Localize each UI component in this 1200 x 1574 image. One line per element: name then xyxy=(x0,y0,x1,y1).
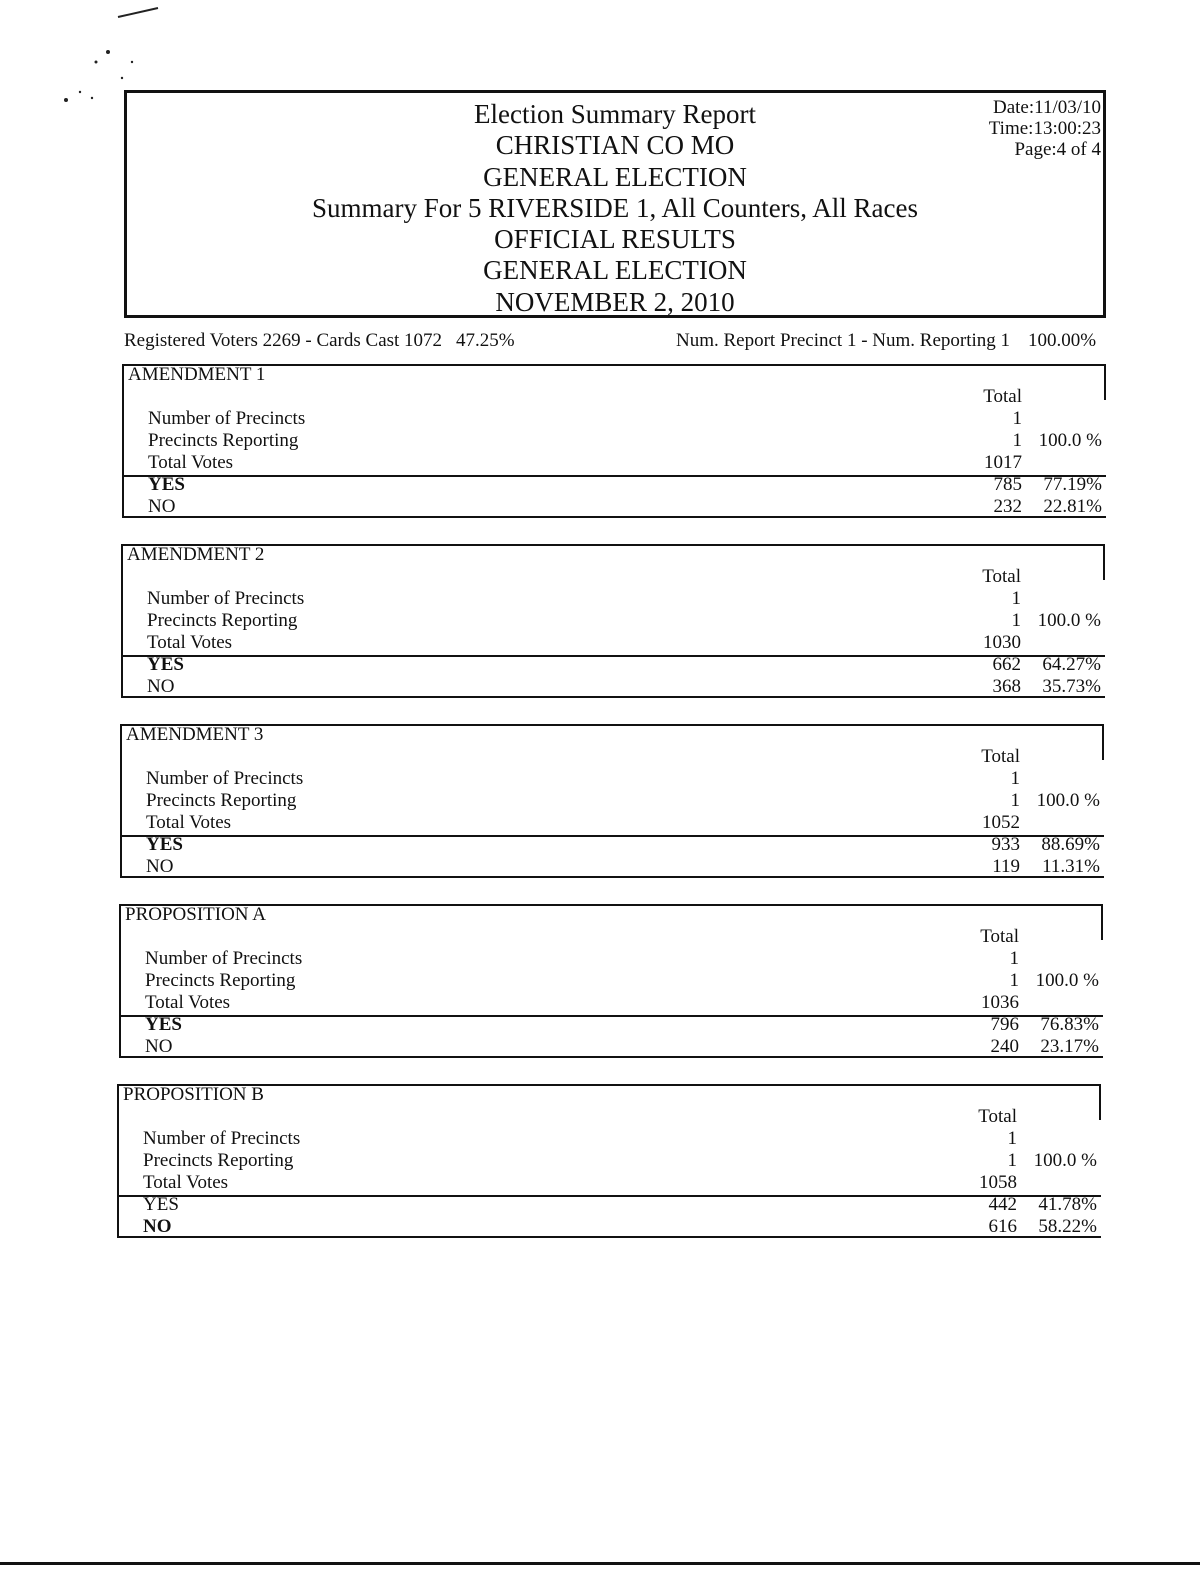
race-box xyxy=(120,724,1104,878)
stat-label: Number of Precincts xyxy=(145,948,303,969)
stat-label: Precincts Reporting xyxy=(146,790,297,811)
stat-label: Total Votes xyxy=(145,992,231,1013)
choice-row xyxy=(121,654,1105,676)
choice-label: YES xyxy=(148,474,185,495)
turnout-percent: 47.25% xyxy=(456,330,515,351)
choice-votes: 933 xyxy=(991,834,1020,855)
stat-row xyxy=(117,1150,1101,1172)
stat-label: Number of Precincts xyxy=(143,1128,301,1149)
county-name: CHRISTIAN CO MO xyxy=(495,130,735,161)
stat-value: 1030 xyxy=(983,632,1021,653)
choice-row xyxy=(122,496,1106,518)
report-date: Date:11/03/10 xyxy=(993,97,1101,118)
total-column-header: Total xyxy=(978,1106,1017,1127)
choice-row xyxy=(121,676,1105,698)
choice-votes: 442 xyxy=(988,1194,1017,1215)
election-type: GENERAL ELECTION xyxy=(483,255,747,286)
stat-value: 1 xyxy=(1009,970,1019,991)
stat-value: 1058 xyxy=(979,1172,1017,1193)
choice-row xyxy=(120,856,1104,878)
report-header xyxy=(124,90,1106,318)
summary-scope: Summary For 5 RIVERSIDE 1, All Counters, All Races xyxy=(312,192,918,223)
choice-votes: 662 xyxy=(992,654,1021,675)
stat-value: 1 xyxy=(1010,768,1020,789)
stat-label: Total Votes xyxy=(146,812,232,833)
stat-value: 1017 xyxy=(984,452,1022,473)
stat-value: 1 xyxy=(1012,430,1022,451)
race-box xyxy=(121,544,1105,698)
scan-bottom-edge xyxy=(0,1562,1200,1565)
stat-percent: 100.0 % xyxy=(1037,610,1101,631)
stat-percent: 100.0 % xyxy=(1036,790,1100,811)
total-column-header: Total xyxy=(983,386,1022,407)
stat-row xyxy=(119,992,1103,1014)
choice-row xyxy=(119,1014,1103,1036)
stat-value: 1 xyxy=(1009,948,1019,969)
choice-label: NO xyxy=(146,856,174,877)
precinct-reporting-summary xyxy=(676,330,1096,352)
choice-votes: 240 xyxy=(990,1036,1019,1057)
choice-votes: 785 xyxy=(993,474,1022,495)
frame-right-edge xyxy=(1103,546,1105,580)
stat-row xyxy=(122,408,1106,430)
choice-votes: 232 xyxy=(993,496,1022,517)
stat-row xyxy=(121,610,1105,632)
stat-row xyxy=(121,588,1105,610)
stat-label: Precincts Reporting xyxy=(147,610,298,631)
election-name: GENERAL ELECTION xyxy=(483,161,747,192)
frame-right-edge xyxy=(1104,366,1106,400)
total-column-header: Total xyxy=(982,566,1021,587)
choice-row xyxy=(117,1216,1101,1238)
stat-value: 1036 xyxy=(981,992,1019,1013)
stat-label: Precincts Reporting xyxy=(143,1150,294,1171)
choice-label: YES xyxy=(147,654,184,675)
total-column-header: Total xyxy=(981,746,1020,767)
election-date: NOVEMBER 2, 2010 xyxy=(495,286,735,317)
stat-row xyxy=(120,790,1104,812)
choice-row xyxy=(120,834,1104,856)
stat-percent: 100.0 % xyxy=(1035,970,1099,991)
choice-label: NO xyxy=(143,1216,172,1237)
race-box xyxy=(119,904,1103,1058)
precinct-reporting-text: Num. Report Precinct 1 - Num. Reporting 1 xyxy=(676,330,1011,351)
race-title: AMENDMENT 2 xyxy=(127,544,265,565)
stat-row xyxy=(120,812,1104,834)
frame-right-edge xyxy=(1101,906,1103,940)
choice-percent: 41.78% xyxy=(1038,1194,1097,1215)
stat-value: 1 xyxy=(1012,408,1022,429)
total-column-header: Total xyxy=(980,926,1019,947)
stat-label: Precincts Reporting xyxy=(145,970,296,991)
stat-row xyxy=(121,632,1105,654)
race-box xyxy=(117,1084,1101,1238)
choice-row xyxy=(122,474,1106,496)
race-title: PROPOSITION B xyxy=(123,1084,264,1105)
race-box xyxy=(122,364,1106,518)
stat-label: Number of Precincts xyxy=(148,408,306,429)
stat-percent: 100.0 % xyxy=(1033,1150,1097,1171)
race-title: PROPOSITION A xyxy=(125,904,266,925)
registered-voters-text: Registered Voters 2269 - Cards Cast 1072 xyxy=(124,330,443,351)
stat-value: 1 xyxy=(1011,610,1021,631)
race-title: AMENDMENT 3 xyxy=(126,724,264,745)
report-meta xyxy=(989,97,1101,160)
stat-row xyxy=(122,430,1106,452)
results-status: OFFICIAL RESULTS xyxy=(494,224,736,255)
stat-percent: 100.0 % xyxy=(1038,430,1102,451)
stat-label: Total Votes xyxy=(143,1172,229,1193)
stat-value: 1 xyxy=(1007,1150,1017,1171)
choice-row xyxy=(117,1194,1101,1216)
header-title-block xyxy=(127,99,1103,318)
choice-percent: 35.73% xyxy=(1042,676,1101,697)
stat-row xyxy=(119,970,1103,992)
frame-right-edge xyxy=(1102,726,1104,760)
stat-row xyxy=(117,1172,1101,1194)
stat-row xyxy=(122,452,1106,474)
stat-row xyxy=(117,1128,1101,1150)
choice-label: NO xyxy=(145,1036,173,1057)
stat-label: Number of Precincts xyxy=(146,768,304,789)
stat-value: 1052 xyxy=(982,812,1020,833)
choice-percent: 64.27% xyxy=(1042,654,1101,675)
stat-value: 1 xyxy=(1011,588,1021,609)
stat-value: 1 xyxy=(1007,1128,1017,1149)
stat-row xyxy=(119,948,1103,970)
stat-label: Total Votes xyxy=(147,632,233,653)
choice-label: YES xyxy=(145,1014,182,1035)
choice-percent: 77.19% xyxy=(1043,474,1102,495)
choice-percent: 11.31% xyxy=(1042,856,1100,877)
report-title: Election Summary Report xyxy=(474,99,756,129)
choice-votes: 616 xyxy=(988,1216,1017,1237)
stat-label: Precincts Reporting xyxy=(148,430,299,451)
stat-value: 1 xyxy=(1010,790,1020,811)
registered-voters-summary xyxy=(124,330,515,352)
choice-label: NO xyxy=(147,676,175,697)
stat-label: Total Votes xyxy=(148,452,234,473)
choice-votes: 796 xyxy=(990,1014,1019,1035)
precinct-reporting-percent: 100.00% xyxy=(1028,330,1097,351)
choice-label: NO xyxy=(148,496,176,517)
choice-percent: 58.22% xyxy=(1038,1216,1097,1237)
frame-right-edge xyxy=(1099,1086,1101,1120)
race-title: AMENDMENT 1 xyxy=(128,364,266,385)
page-number: Page:4 of 4 xyxy=(1014,139,1101,160)
stat-label: Number of Precincts xyxy=(147,588,305,609)
choice-votes: 119 xyxy=(992,856,1020,877)
choice-votes: 368 xyxy=(992,676,1021,697)
choice-label: YES xyxy=(143,1194,179,1215)
choice-percent: 23.17% xyxy=(1040,1036,1099,1057)
stat-row xyxy=(120,768,1104,790)
report-time: Time:13:00:23 xyxy=(988,118,1101,139)
choice-percent: 76.83% xyxy=(1040,1014,1099,1035)
choice-percent: 88.69% xyxy=(1041,834,1100,855)
choice-percent: 22.81% xyxy=(1043,496,1102,517)
choice-label: YES xyxy=(146,834,183,855)
choice-row xyxy=(119,1036,1103,1058)
